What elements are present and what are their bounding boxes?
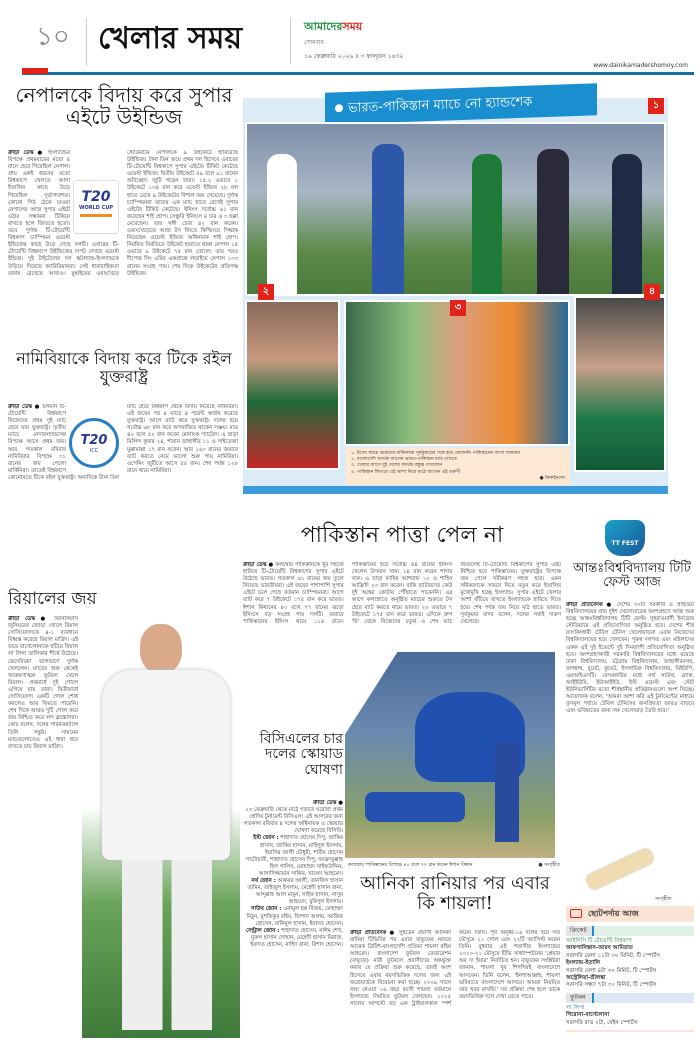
photo-badge: ৪ (644, 284, 660, 300)
sport-label: ফুটবল (566, 993, 594, 1003)
person (612, 154, 642, 294)
photo-badge: ২ (258, 284, 274, 300)
tv-schedule-title: ছোটপর্দায় আজ (588, 909, 639, 918)
team-name: সেন্ট্রাল জোন : (245, 927, 280, 934)
league-name: আইসিসি টি টোয়েন্টি বিশ্বকাপ (566, 938, 632, 944)
divider (86, 18, 87, 66)
team-name: সাউথ জোন : (250, 906, 282, 913)
real-headline: রিয়ালের জয় (8, 589, 97, 609)
pakistan-headline: পাকিস্তান পাত্তা পেল না (300, 523, 504, 548)
dateline: ক্রীড়া ডেস্ক ● (243, 562, 274, 568)
caption-item: ২. বাংলাদেশি সমর্থক আসেন ভারত-পাকিস্তান ম্যাচ দেখতে (351, 457, 457, 463)
photo-badge: ১ (648, 98, 664, 114)
usa-article (8, 404, 238, 554)
team-players: শাহাদাত হোসেন দিপু, জাকির হাসান, জাকির হাসান, মাহিদুল ইসলাম, ইয়াসির আলী চৌধুরী, শামীম হোসেন পাটোয়ারী, শাহাদাত হোসেন দিপু, আফ্রাফুল্লাহ হিল গালিব, মোহাম্মদ সাইফউদ্দিন, আসাদিজ্জামান সাকিব, খালেদ আহমেদ। (245, 835, 343, 877)
usa-headline: নামিবিয়াকে বিদায় করে টিকে রইল যুক্তরাষ্ট্র (16, 349, 232, 386)
website-link[interactable]: www.dainikamadershomoy.com (593, 62, 688, 69)
t20-logo-circle: T20 ICC (69, 418, 119, 468)
friendship-fans-photo (344, 300, 570, 446)
player-head (140, 624, 182, 674)
pakistan-photo-caption: কলম্বোয় পাকিস্তানের বিপক্ষে ৪০ বলে ৭৭ রান করেন ঈশান কিষান (348, 863, 473, 868)
schedule-bottom-rule (566, 1030, 694, 1032)
photo-credit: সংগৃহীত (655, 896, 672, 902)
issue-date: ১৬ ফেব্রুয়ারি ২০২৬ ॥ ৩ ফাল্গুন ১৪৩২ (304, 53, 404, 60)
person (537, 149, 569, 296)
batsman-leg (365, 792, 465, 822)
sport-bar (566, 926, 694, 936)
caption-item: ৩. খেলার আগে দুই দেশের সমর্থক বন্ধুত্ব দেখালেন (351, 463, 443, 469)
ttfest-article (566, 602, 694, 838)
valverde-photo (82, 618, 240, 1038)
t20-world-cup-logo: T20 WORLD CUP (73, 180, 119, 234)
table-tennis-bat-photo (585, 847, 655, 891)
article-body: চলমান টি-টোয়েন্টি বিশ্বকাপে নিজেদের প্রথম দুই ম্যাচ হেরে যায় যুক্তরাষ্ট্র। তৃতীয় ম্যাচে নেদারল্যান্ডসের বিপক্ষে আসে প্রথম জয়। আর গতকাল রবিবার নামিবিয়ার বিপক্ষে ৩১ রানের জয় পেলো মার্কিনিরা। তাতেই বিশ্বকাপে কোনোমতে টিকে রইল যুক্তরাষ্ট্র। অন্যদিকে টানা তিন ম্যাচ হেরে বিশ্বকাপ থেকে বিদায় নিয়েছে নামিবিয়া। এই জয়ের পর ৪ ম্যাচে ৪ পয়েন্ট অর্জন করেছে যুক্তরাষ্ট্র। আগে ব্যাট করে যুক্তরাষ্ট্র। দলের হয়ে সর্বোচ্চ ৬৮ রান করে অপরাজিত থাকেন সঞ্জয়। মাত্র ৪০ বলে ৫২ রান করেন মোনাংক প্যাটেল। এ ছাড়া মিলিন্দ কুমার ২৪, শায়ান জাহাঙ্গীর ১১ ও সাইতেজা মুক্কামাল্লা ১৭ রান করেন। আর ১৬০ রানের জবাবে ব্যাট করতে নেমে ভালো শুরু পায় নামিবিয়া। ওপেনিং জুটিতে আসে ৫৫ রান। শেষ পর্যন্ত ১২৮ রানে থামে নামিবিয়া। (8, 404, 238, 481)
dateline: ক্রীড়া ডেস্ক ● (313, 800, 343, 806)
caption-item: ১. টসের সময়ে ভারতের অধিনায়ক সূর্যকুমারের সঙ্গে হাত মেলাননি পাকিস্তানের আগা সালমান (351, 451, 521, 456)
match-time: সরাসরি বেলা ৪টা ৩০ মিনিট, টি স্পোর্টস (566, 967, 657, 974)
pakistan-article (243, 562, 561, 648)
windies-article (8, 150, 238, 346)
dateline: ক্রীড়া ডেস্ক ● (8, 150, 45, 156)
person (372, 144, 404, 294)
caption-item: ৪. পাকিস্তান জিতবে এই আশা নিয়ে মাঠে আসেন এই তরুণী (351, 469, 461, 475)
anika-headline: আনিকা রানিয়ার পর এবার কি শায়লা! (360, 873, 550, 914)
bcl-article (243, 800, 343, 1042)
anika-article (350, 930, 560, 1044)
match-teams: আফগানিস্তান-আরব আমিরাত (566, 945, 633, 952)
dateline: ক্রীড়া ডেস্ক ● (8, 616, 49, 622)
player-legs (122, 860, 212, 1030)
team-players: শাহাদাত হোসেন, নাঈম শেখ, নুরুল হাসান সোহান, মেহেদী হাসান মিরাজ, ইবাদত হোসেন, নাহিদ রানা, রিশাদ হোসেন। (250, 927, 343, 948)
article-body: সুইডেন প্রবাসী আনিকা রানিয়া টিভিবির পর এবার বাফুফের নজরে আরেক ব্রিটিশ-বাংলাদেশি প্রতিভা শায়লা রহিম আহমেদ। বাংলাদেশ ফুটবল ফেডারেশন (বাফুফে) নারী ফুটবলে প্রবাসীদের অন্তর্ভুক্ত করার যে প্রক্রিয়া শুরু করেছে, তারই অংশ হিসেবে এবার বয়সভিত্তিক দলের জন্য এই ফরোয়ার্ডকে বিবেচনা করা হচ্ছে। ২০০৯ সালে জন্ম নেওয়া ১৬ বছর বয়সী শায়লা বর্তমানে ইংল্যান্ডে নিয়মিত ফুটবল খেলছেন। ২০২৫ সালের আগস্টে বড় এক ট্রাইবালকাল স্পর্শ করেন তিনি। পূর্ব অনূর্ধ্ব-১৬ দলের হয়ে গত মৌসুমে ২১ গোল এবং ২২টি অ্যাসিস্ট করেন তিনি। বুধবার এই শতাব্দীর ইংল্যান্ডের ২০২০-২১ মৌসুমে টিভি সার্থ্যাম্পটনের 'প্লেয়ার অব দ্য ইয়ার' নির্বাচিত হন। বাফুফের সংশ্লিষ্টরা জানান, শায়লা খুব শিগগিরই বাংলাদেশে আসবেন। তিনি বলেন, 'ইনশাআল্লাহ, শায়লা ভবিষ্যতে বাংলাদেশে আসবে। আমরা নিয়মিত তার খবর রাখছি।' সব প্রক্রিয়া শেষ হলে তাকে বয়সভিত্তিক দলে দেখা যেতে পারে। (350, 930, 560, 1007)
photo-credit: ● সংগৃহীত (538, 863, 560, 868)
dateline: ক্রীড়া ডেস্ক ● (8, 404, 41, 410)
photo-badge: ৩ (450, 300, 466, 316)
article-body: দেশের ৩০টি সরকারি ও প্রাইভেট বিশ্ববিদ্যালয়ের প্রায় দুইশ খেলোয়াড়ের অংশগ্রহণে আজ শুরু হচ্ছে আন্তঃবিশ্ববিদ্যালয় টিটি ফেস্ট। সুহরাওয়ার্দী ইনডোর স্টেডিয়ামে এই প্রতিযোগিতা অনুষ্ঠিত হবে। দেশের শীর্ষ র‍্যাংকিংধারী টেবিল টেনিস খেলোয়াড়রা এবার নিজেদের বিশ্ববিদ্যালয়ের হয়ে খেলবেন। পুরুষ দলগত এবং মহিলাদের একক এই দুই ইভেন্টে দুই দিনব্যাপী প্রতিযোগিতা অনুষ্ঠিত হবে। অংশগ্রহণকারী সরকারি বিশ্ববিদ্যালয়ের মধ্যে রয়েছে ঢাকা বিশ্ববিদ্যালয়, চট্টগ্রাম বিশ্ববিদ্যালয়, জাহাঙ্গীরনগর, জগন্নাথ, বুয়েট, কুয়েট, ইসলামিক বিশ্ববিদ্যালয়, বিইউপি, এমআইএসটি। বেসরকারির মধ্যে নর্থ সাউথ, ব্র্যাক, আইইউবি, ইউআইইউ, ইস্ট ওয়েস্ট এবং স্টেট ইউনিভার্সিটির মতো শীর্ষস্থানীয় প্রতিষ্ঠানগুলো অংশ নিচ্ছে। আয়োজক বলেন, 'আমরা আশা করি এই টুর্নামেন্টের মাধ্যমে তৃণমূল পর্যায়ে টেবিল টেনিসের জনপ্রিয়তা আরও বাড়বে এবং ভবিষ্যতের জন্য দক্ষ খেলোয়াড় তৈরি হবে।' (566, 602, 694, 715)
match-time: সরাসরি বেলা ১১টা ৩০ মিনিট, টি স্পোর্টস (566, 952, 660, 959)
captions-box (346, 448, 570, 485)
toss-photo (245, 122, 666, 296)
page-number: ১০ (36, 22, 70, 52)
sport-bar (566, 993, 694, 1003)
batsman-pad (495, 742, 519, 842)
issue-day: সোমবার (304, 39, 324, 46)
match-teams: অস্ট্রেলিয়া-শ্রীলঙ্কা (566, 975, 606, 982)
divider (290, 18, 291, 64)
ishan-kishan-photo (345, 652, 555, 858)
person (472, 154, 502, 294)
masthead (0, 0, 700, 78)
team-players: এনামুল হক বিজয়, মোহাম্মদ মিঠুন, মুশফিকুর রহিম, জিশান আলম, আফিফ হোসেন, রাকিবুল হাসান, ইবাদত হোসেন। (246, 906, 343, 927)
bullet-icon (335, 104, 343, 112)
photo-credit: ● ক্রিকইনফো (539, 475, 565, 481)
sport-label: ক্রিকেট (566, 926, 594, 936)
pakistani-fan-photo (574, 296, 666, 472)
header-rule (22, 72, 694, 75)
bcl-headline: বিসিএলের চার দলের স্কোয়াড ঘোষণা (259, 731, 343, 778)
league-name: লা লিগা (566, 1004, 585, 1011)
bangladeshi-fan-photo (245, 300, 340, 470)
team-name: ইস্ট জোন : (253, 835, 279, 842)
tv-schedule (566, 906, 694, 1042)
header-red-marker (22, 68, 48, 74)
dateline: ক্রীড়া প্রতিবেদক ● (350, 930, 396, 936)
logo-text: সময় (342, 20, 363, 33)
article-body: ইংল্যান্ডের বিপক্ষে প্রথমবারের মতো ৪ রানে হেরে গিয়েছিল নেপাল। প্রায় একই ধরনের মতো বিশ্বকাপে খেলতে আসা ইতালির কাছে উড়ে গিয়েছিল দুর্ভাগ্যবশত। কোনো পিঠ ঠেকে যাওয়া নেপালের আজ সুপার এইটে ওঠার সম্ভাবনা টিকিয়ে রাখতে হলে জিততে হতো। তবে দুর্দান্ত টি-টোয়েন্টি বিশ্বকাপ চ্যাম্পিয়ন ওয়েস্ট ইন্ডিজের কাছে উড়ে গেছে দলটি। এবারের টি-টোয়েন্টি বিশ্বকাপে উইন্ডিজের দাপট দেখছে ওয়েস্ট ইন্ডিজ। দুই টাইটেলের দল স্কটল্যান্ড-ইংল্যান্ডকে উড়িয়ে দিয়েছে ক্যারিবিয়ানরা। সেই ধারাবাহিকতা বজায় রেখেছে আজও। মুম্বাইয়ের ওয়াংখেড়ে স্টেডিয়ামে নেপালকে ৯ উইকেটে হারিয়েছে উইন্ডিজ। টানা তিন জয়ে প্রথম দল হিসেবে এবারের টি-টোয়েন্টি বিশ্বকাপে সুপার এইটের টিকিট কেটেছে ওয়েস্ট ইন্ডিজ। দ্বিতীয় উইকেটে ৫৯ বলে ৯১ রানের অবিচ্ছেদ্য জুটি গড়েন তারা। ১৫.২ ওভারে ১ উইকেটে ১৩৪ রান করে ওয়েস্ট ইন্ডিজ ২৮ বল হাতে রেখে ৯ উইকেটের বিশাল জয় পেয়েছে। দুর্দান্ত চ্যাম্পিয়নরা তাদের এক ম্যাচ হাতে রেখেই সুপার এইটের টিকিট কেটেছে। ইনিংস সর্বোচ্চ ৬১ রান করেছেন শাই হোপ। সেঞ্চুরি ইনিংসে ৪ চার ও ৩ ছক্কা মেরেছেন। তার সঙ্গী চেজ ৪২ রান করেন। ওয়াংখেড়েতে আজ টস জিতে ফিল্ডিংয়ে সিদ্ধান্ত নিয়েছেন ওয়েস্ট ইন্ডিজ অধিনায়ক শাই হোপ। নিয়মিত বিরতিতে উইকেট হারাতে থাকা নেপাল ১৫ ওভারে ৯ উইকেটে ৭৫ রান তোলে। তার পরও দীপেন্দ্র সিং এরির একপ্রান্তে লড়াইয়ে নেপাল ১৩৩ রানের সংগ্রহ পায়। শেষ দিকে উইকেটের প্রতিপক্ষ উইন্ডিজ। (8, 150, 238, 277)
tv-icon (570, 909, 582, 918)
match-time: সরাসরি সন্ধ্যা ৭টা ৩০ মিনিট, টি স্পোর্টস (566, 982, 657, 989)
team-name: নর্থ জোন : (251, 878, 276, 885)
tv-schedule-header (566, 906, 694, 922)
ttfest-headline: আন্তঃবিশ্ববিদ্যালয় টিটি ফেস্ট আজ (573, 561, 691, 591)
match-teams: গিরোনা-বার্সেলোনা (566, 1012, 610, 1019)
logo-text: TT FEST (611, 540, 639, 547)
article-body: ভিনিসিয়াস জুনিয়রের জোড়া গোলে রিয়াল সোসিয়েদাদকে ৪-১ ব্যবধানে বিধ্বস্ত করেছে রিয়াল মাদ্রিদ। এই জয়ে বার্সেলোনাকে হটিয়ে রিয়াল লা লিগা তালিকার শীর্ষে উঠেছে। ফেদেরিকো ভালভার্দে দুর্দান্ত খেললেন। ম্যাচের শুরু থেকেই আক্রমণাত্মক ফুটবল খেলে রিয়াল। প্রথমার্ধে দুই গোলে এগিয়ে যায় তারা। দ্বিতীয়ার্ধে সোসিয়েদাদ একটি গোল শোধ করলেও আর ফিরতে পারেনি। শেষ দিকে আরও দুটি গোল করে জয় নিশ্চিত করে লস ব্লাঙ্কোসরা। কোচ বলেন, দলের পারফরম্যান্সে তিনি সন্তুষ্ট। সামনের ম্যাচগুলোতেও এই ধারা ধরে রাখতে চায় রিয়াল মাদ্রিদ। (8, 616, 78, 750)
tt-fest-logo (605, 520, 645, 556)
banner-text: ভারত-পাকিস্তান ম্যাচে নো হ্যান্ডশেক (348, 94, 533, 116)
article-body: কলম্বোয় পাকিস্তানকে খুব সহজে হারিয়ে টি-টোয়েন্টি বিশ্বকাপের সুপার এইটে উঠেছে ভারত। গতকাল ৬১ রানের জয় তুলে নিয়েছে ভারতীয়রা। এই জয়ের পাশাপাশি সুপার এইটে চলে গেছে বর্তমান চ্যাম্পিয়নরা। আগে ব্যাট করে ৭ উইকেটে ১৭৫ রান করে ভারত। ঈশান কিষানের ৪০ বলে ৭৭ রানের ঝড়ো ইনিংসে বড় সংগ্রহ পায় দলটি। জবাবে পাকিস্তানের ইনিংস থামে ১১৪ রানে। পাকিস্তানের হয়ে সর্বোচ্চ ৪৪ রানের ইনিংস খেলেন উসমান খান। ১৪ রান করেন শাদাব খান। এ ছাড়া ফাহিম আশরাফ ১০ ও শাহিন আফ্রিদি ২৩ রান করেন। বাকি ব্যাটারদের কেউ দুই অঙ্কের কোটায় পৌঁছাতে পারেননি। এর আগে কলম্বোতে অনুষ্ঠিত ম্যাচের শুরুতে টস হেরে ব্যাট করতে নামে ভারত। ২০ ওভারে ৭ উইকেটে ১৭৫ রান করে ভারত। এদিকে গ্রুপ 'বি' থেকে নিজেদের চতুর্থ ও শেষ ম্যাচ জিতলেই টি-টোয়েন্টি বিশ্বকাপের সুপার এইট নিশ্চিত হবে পাকিস্তানের। যুক্তরাষ্ট্রের বিপক্ষে জয় পেলে সমীকরণ সহজ হবে। এমন সমীকরণকে সামনে নিয়ে নতুন করে ইতালির মুখোমুখি হচ্ছে ইংল্যান্ড। সুপার এইটে খেলার আশা বাঁচিয়ে রাখতে ইংল্যান্ডকে হারিয়ে দিতে হবে। শেষ পর্যন্ত জয় নিয়ে মাঠ ছাড়ে ভারত। সূর্যকুমার যাদব বলেন, দলের সবাই দারুণ খেলেছে। (243, 562, 561, 625)
newspaper-logo (304, 18, 362, 37)
dateline: ক্রীড়া প্রতিবেদক ● (566, 602, 614, 608)
windies-headline: নেপালকে বিদায় করে সুপার এইটে উইন্ডিজ (15, 83, 233, 129)
player-jersey (102, 670, 230, 860)
person (267, 154, 297, 294)
logo-text: আমাদের (304, 20, 343, 33)
article-body: ২৩ ফেব্রুয়ারি থেকে মাঠে গড়াবে ঘরোয়া প্রথম শ্রেণির টুর্নামেন্ট বিসিএল। এই আসরের জন্য গতকাল রবিবার ৪ দলের অধিনায়ক ও স্কোয়াড ঘোষণা করেছে বিসিবি। (244, 807, 343, 835)
match-time: সরাসরি রাত ২টা, বেইন স্পোর্টস (566, 1019, 638, 1026)
team-players: আকবর আলী, তানজিদ হাসান তামিম, তাইজুল ইসলাম, মেহেদী হাসান রানা, আব্দুল্লাহ আল মামুন, সাইফ হাসান, নাসুম আহমেদ, মুকিদুল ইসলাম। (247, 878, 343, 906)
match-teams: ইংল্যান্ড-ইতালি (566, 960, 601, 967)
real-article (8, 616, 78, 1042)
section-title: খেলার সময় (98, 21, 243, 56)
